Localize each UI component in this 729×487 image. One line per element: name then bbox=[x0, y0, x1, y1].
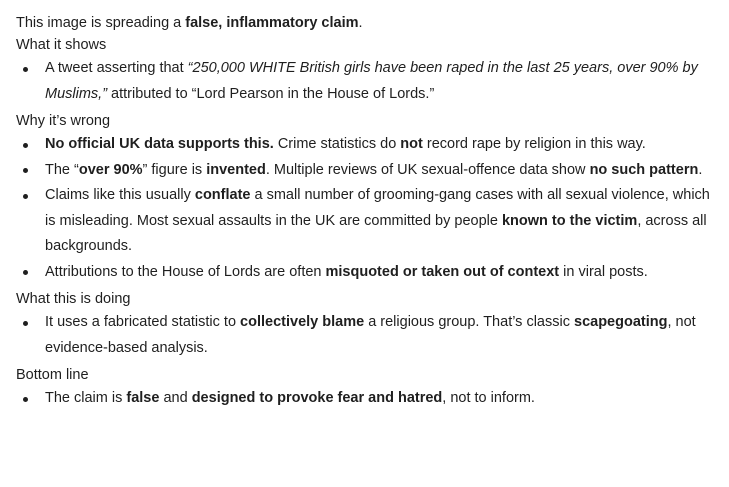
text-run: in viral posts. bbox=[559, 263, 648, 280]
bold-text: scapegoating bbox=[574, 314, 668, 330]
text-run: A tweet asserting that bbox=[45, 60, 188, 76]
bullet-list-what-it-shows bbox=[16, 56, 721, 107]
text-run: attributed to “Lord Pearson in the House of Lords.” bbox=[107, 85, 435, 102]
text-run: , not evidence-based analysis. bbox=[45, 314, 696, 356]
italic-quote: “250,000 WHITE British girls have been raped in the last 25 years, over 90% by Muslims,” bbox=[45, 60, 698, 102]
section-heading-what-it-shows: What it shows bbox=[16, 37, 107, 53]
bold-text: misquoted or taken out of context bbox=[325, 263, 560, 280]
list-item bbox=[16, 132, 721, 158]
text-run: ” figure is bbox=[142, 161, 207, 178]
document-body bbox=[16, 12, 721, 412]
text-run: It uses a fabricated statistic to bbox=[45, 314, 241, 330]
bold-text: collectively blame bbox=[240, 314, 365, 330]
text-run: Crime statistics do bbox=[273, 136, 401, 152]
section-heading-what-this-is-doing: What this is doing bbox=[16, 291, 131, 307]
list-item bbox=[16, 183, 721, 260]
intro-emphasis: false, inflammatory claim bbox=[185, 15, 359, 31]
text-run: The claim is bbox=[45, 390, 127, 406]
text-run: . Multiple reviews of UK sexual-offence data show bbox=[265, 161, 590, 178]
text-run: The “ bbox=[45, 161, 79, 178]
list-item bbox=[16, 158, 721, 184]
intro-paragraph bbox=[16, 12, 721, 34]
list-item bbox=[16, 310, 721, 361]
list-item bbox=[16, 260, 721, 286]
bold-text: conflate bbox=[194, 187, 251, 203]
section-heading-why-wrong: Why it’s wrong bbox=[16, 113, 111, 129]
text-run: and bbox=[159, 390, 192, 406]
text-run: Claims like this usually bbox=[45, 187, 195, 203]
bullet-list-why-wrong bbox=[16, 132, 721, 285]
bold-text: No official UK data supports this. bbox=[45, 136, 274, 152]
intro-suffix: . bbox=[358, 15, 363, 31]
bold-text: known to the victim bbox=[501, 212, 638, 229]
text-run: , not to inform. bbox=[442, 390, 535, 406]
text-run: a religious group. That’s classic bbox=[364, 314, 574, 330]
bold-text: designed to provoke fear and hatred bbox=[191, 390, 443, 406]
bullet-list-bottom-line bbox=[16, 386, 721, 412]
text-run: a small number of grooming-gang cases with all sexual violence, which is misleading. Most sexual assaults in the UK are committed by people bbox=[45, 187, 710, 229]
bullet-list-what-this-is-doing bbox=[16, 310, 721, 361]
bold-text: false bbox=[126, 390, 160, 406]
list-item bbox=[16, 56, 721, 107]
text-run: record rape by religion in this way. bbox=[422, 136, 646, 152]
text-run: . bbox=[698, 161, 703, 178]
text-run: Attributions to the House of Lords are often bbox=[45, 263, 326, 280]
text-run: , across all backgrounds. bbox=[45, 212, 707, 254]
section-heading-bottom-line: Bottom line bbox=[16, 367, 89, 383]
bold-text: not bbox=[400, 136, 423, 152]
bold-text: over 90% bbox=[78, 161, 143, 178]
bold-text: invented bbox=[206, 161, 266, 178]
intro-text: This image is spreading a bbox=[16, 15, 186, 31]
bold-text: no such pattern bbox=[589, 161, 699, 178]
list-item bbox=[16, 386, 721, 412]
